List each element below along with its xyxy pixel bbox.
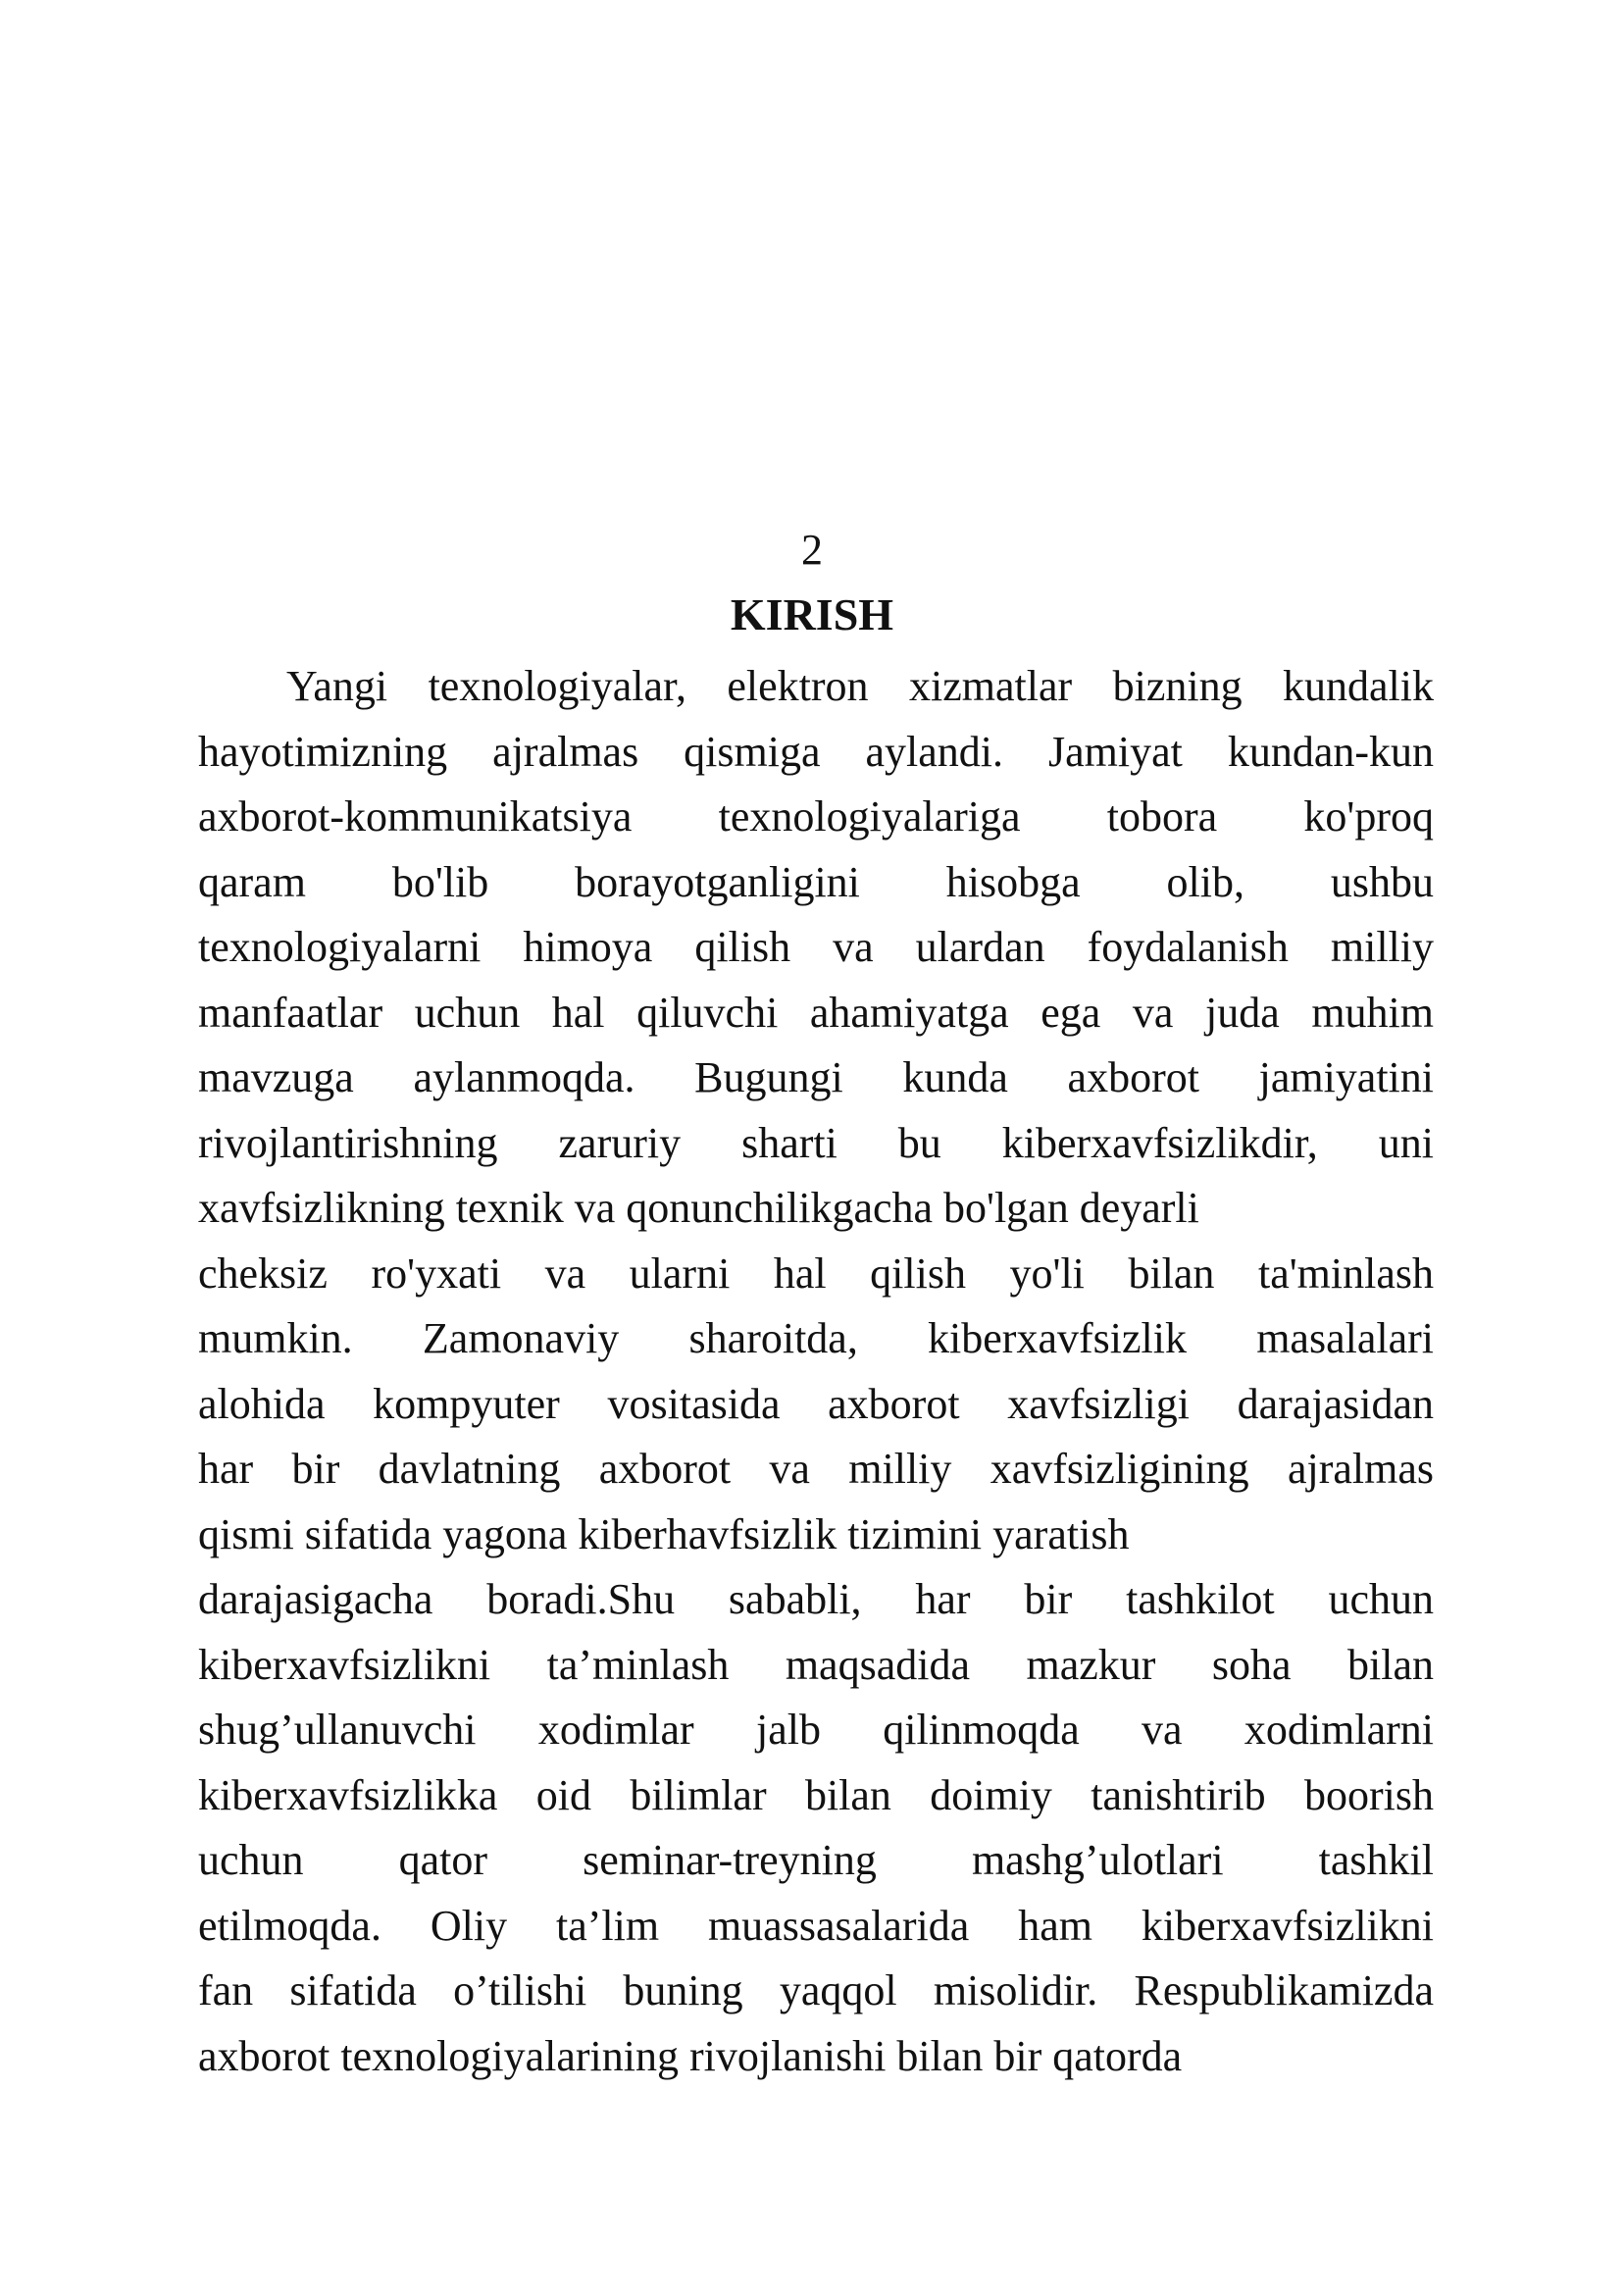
page-number: 2 <box>801 526 823 574</box>
paragraph-line: har bir davlatning axborot va milliy xavfsizligining ajralmas <box>198 1445 1434 1493</box>
paragraph-line: hayotimizning ajralmas qismiga aylandi. Jamiyat kundan-kun <box>198 727 1434 776</box>
paragraph-line: mumkin. Zamonaviy sharoitda, kiberxavfsizlik masalalari <box>198 1314 1434 1362</box>
paragraph-line: axborot texnologiyalarining rivojlanishi bilan bir qatorda <box>198 2031 1183 2080</box>
paragraph-line: kiberxavfsizlikni ta’minlash maqsadida mazkur soha bilan <box>198 1640 1434 1689</box>
paragraph-line: axborot-kommunikatsiya texnologiyalariga tobora ko'proq <box>198 792 1434 841</box>
paragraph-line: alohida kompyuter vositasida axborot xavfsizligi darajasidan <box>198 1379 1434 1428</box>
paragraph-line: darajasigacha boradi.Shu sababli, har bir tashkilot uchun <box>198 1575 1434 1623</box>
paragraph-line: qaram bo'lib borayotganligini hisobga olib, ushbu <box>198 857 1434 906</box>
paragraph-line: texnologiyalarni himoya qilish va ulardan foydalanish milliy <box>198 923 1434 971</box>
paragraph-line: cheksiz ro'yxati va ularni hal qilish yo'li bilan ta'minlash <box>198 1249 1434 1298</box>
paragraph-line: kiberxavfsizlikka oid bilimlar bilan doimiy tanishtirib boorish <box>198 1770 1434 1819</box>
paragraph-line: manfaatlar uchun hal qiluvchi ahamiyatga ega va juda muhim <box>198 988 1434 1037</box>
paragraph-line: rivojlantirishning zaruriy sharti bu kiberxavfsizlikdir, uni <box>198 1118 1434 1167</box>
body-paragraph <box>198 654 1434 2089</box>
paragraph-line: uchun qator seminar-treyning mashg’ulotlari tashkil <box>198 1836 1434 1884</box>
paragraph-line: qismi sifatida yagona kiberhavfsizlik tizimini yaratish <box>198 1509 1130 1558</box>
paragraph-line: xavfsizlikning texnik va qonunchilikgacha bo'lgan deyarli <box>198 1184 1199 1232</box>
paragraph-line: shug’ullanuvchi xodimlar jalb qilinmoqda va xodimlarni <box>198 1706 1434 1754</box>
paragraph-line: mavzuga aylanmoqda. Bugungi kunda axborot jamiyatini <box>198 1053 1434 1101</box>
paragraph-line: fan sifatida o’tilishi buning yaqqol misolidir. Respublikamizda <box>198 1966 1434 2014</box>
section-heading: KIRISH <box>730 589 894 639</box>
paragraph-line: Yangi texnologiyalar, elektron xizmatlar bizning kundalik <box>286 662 1434 710</box>
paragraph-line: etilmoqda. Oliy ta’lim muassasalarida ham kiberxavfsizlikni <box>198 1901 1434 1950</box>
